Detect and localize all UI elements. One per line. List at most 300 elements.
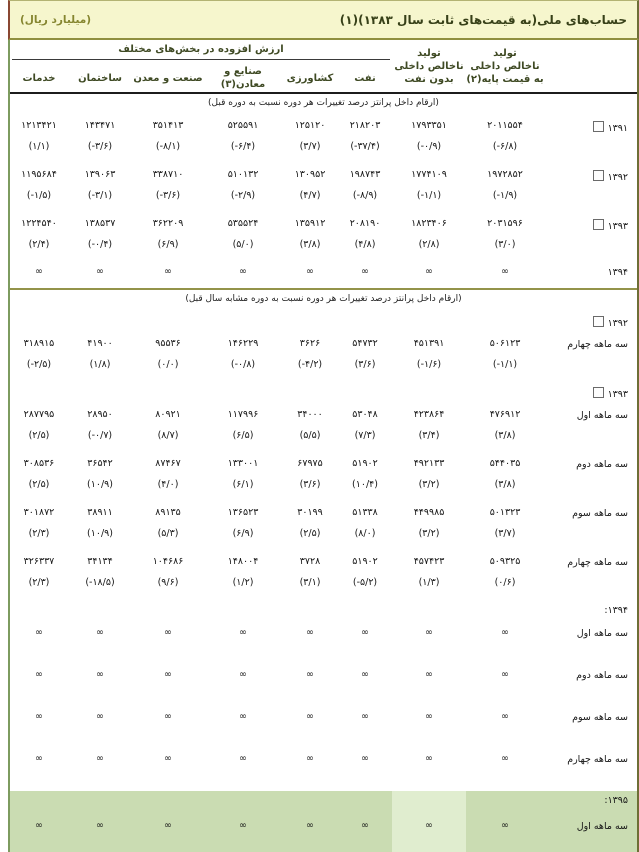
value: ∞ [306, 820, 314, 831]
cell-agriculture [282, 165, 338, 214]
row-label: سه ماهه سوم [572, 712, 628, 723]
value: ۳۰۱۹۹ [297, 507, 323, 518]
year-section-row [10, 383, 637, 405]
series-checkbox[interactable] [593, 170, 604, 181]
cell-oil [338, 749, 392, 791]
cell-industries_mines [204, 405, 282, 454]
value: ۳۳۸۷۱۰ [152, 169, 184, 180]
cell-industries_mines [204, 665, 282, 707]
value: ∞ [501, 711, 509, 722]
cell-oil [338, 312, 392, 334]
cell-construction [68, 791, 132, 814]
cell-oil [338, 116, 392, 165]
value: ۵۲۵۵۹۱ [227, 120, 259, 131]
cell-agriculture [282, 116, 338, 165]
cell-agriculture [282, 665, 338, 707]
cell-industries_mines [204, 552, 282, 601]
percent-change: (-۶/۴) [230, 141, 256, 152]
percent-change: (۲/۵) [299, 528, 321, 539]
cell-oil [338, 814, 392, 852]
cell-industry_mine [132, 503, 204, 552]
percent-change: (-۰/۹) [416, 141, 442, 152]
percent-change: (-۱/۱) [416, 190, 442, 201]
cell-agriculture [282, 405, 338, 454]
value: ∞ [239, 627, 247, 638]
value: ۴۲۳۸۶۴ [413, 409, 445, 420]
value: ∞ [361, 820, 369, 831]
column-header-agriculture: کشاورزی [286, 72, 334, 84]
cell-industry_mine [132, 623, 204, 665]
cell-industry_mine [132, 749, 204, 791]
percent-change: (-۲/۹) [230, 190, 256, 201]
percent-change: (۶/۱) [232, 479, 254, 490]
table-row [10, 263, 637, 289]
table-row [10, 552, 637, 601]
percent-change: (۶/۹) [157, 239, 179, 250]
value: ∞ [306, 753, 314, 764]
column-header-industry_mine: صنعت و معدن [133, 72, 203, 84]
percent-change: (۶/۹) [232, 528, 254, 539]
cell-services [10, 454, 68, 503]
cell-agriculture [282, 814, 338, 852]
cell-industry_mine [132, 791, 204, 814]
cell-oil [338, 791, 392, 814]
percent-change: (۳/۷) [494, 528, 516, 539]
cell-construction [68, 116, 132, 165]
value: ∞ [96, 627, 104, 638]
cell-industries_mines [204, 791, 282, 814]
cell-industry_mine [132, 165, 204, 214]
value: ∞ [35, 266, 43, 277]
percent-change: (-۱/۱) [492, 359, 518, 370]
cell-gdp_base [466, 312, 544, 334]
value: ۲۰۸۱۹۰ [349, 218, 381, 229]
value: ∞ [35, 627, 43, 638]
value: ۱۷۷۴۱۰۹ [411, 169, 447, 180]
cell-services [10, 601, 68, 623]
value: ۱۷۹۳۳۵۱ [411, 120, 447, 131]
table-row [10, 214, 637, 263]
value: ۱۲۲۴۵۴۰ [21, 218, 57, 229]
cell-construction [68, 503, 132, 552]
value: ∞ [96, 266, 104, 277]
value: ∞ [164, 669, 172, 680]
value: ∞ [306, 266, 314, 277]
value: ∞ [96, 669, 104, 680]
value: ۵۴۴۰۳۵ [489, 458, 521, 469]
cell-gdp_no_oil [392, 749, 466, 791]
percent-change: (۵/۰) [232, 239, 254, 250]
series-checkbox[interactable] [593, 121, 604, 132]
percent-change: (-۳/۶) [87, 141, 113, 152]
series-checkbox[interactable] [593, 219, 604, 230]
value: ∞ [425, 669, 433, 680]
cell-industry_mine [132, 405, 204, 454]
cell-oil [338, 334, 392, 383]
year-section-row [10, 601, 637, 623]
value: ∞ [361, 627, 369, 638]
cell-services [10, 503, 68, 552]
percent-change: (۴/۷) [299, 190, 321, 201]
value: ∞ [239, 711, 247, 722]
percent-change: (-۰/۸) [230, 359, 256, 370]
row-label: ۱۳۹۴ [544, 263, 637, 289]
value: ۱۴۸۰۰۴ [227, 556, 259, 567]
value: ۴۵۷۴۲۳ [413, 556, 445, 567]
cell-gdp_base [466, 665, 544, 707]
percent-change: (۱۰/۹) [87, 479, 113, 490]
cell-gdp_base [466, 552, 544, 601]
table-row [10, 665, 637, 707]
cell-industries_mines [204, 707, 282, 749]
cell-agriculture [282, 552, 338, 601]
cell-oil [338, 263, 392, 289]
cell-construction [68, 165, 132, 214]
cell-industries_mines [204, 601, 282, 623]
column-header-services: خدمات [22, 72, 56, 84]
cell-agriculture [282, 334, 338, 383]
value: ۵۱۹۰۲ [352, 556, 378, 567]
series-checkbox[interactable] [593, 387, 604, 398]
value: ۱۳۰۹۵۲ [294, 169, 326, 180]
value: ∞ [96, 711, 104, 722]
cell-services [10, 623, 68, 665]
cell-construction [68, 263, 132, 289]
cell-industry_mine [132, 552, 204, 601]
table-row [10, 814, 637, 852]
percent-change: (-۰/۴) [87, 239, 113, 250]
cell-oil [338, 707, 392, 749]
cell-agriculture [282, 601, 338, 623]
cell-gdp_no_oil [392, 263, 466, 289]
cell-gdp_no_oil [392, 405, 466, 454]
cell-agriculture [282, 791, 338, 814]
value: ۱۱۷۹۹۶ [227, 409, 259, 420]
value: ∞ [425, 820, 433, 831]
group-header-value-added: ارزش افزوده در بخش‌های مختلف [10, 40, 392, 64]
cell-industries_mines [204, 116, 282, 165]
value: ۶۷۹۷۵ [297, 458, 323, 469]
value: ۵۳۰۴۸ [352, 409, 378, 420]
cell-industry_mine [132, 665, 204, 707]
value: ۱۳۸۵۳۷ [84, 218, 116, 229]
value: ۵۰۶۱۲۳ [489, 338, 521, 349]
percent-change: (۲/۸) [418, 239, 440, 250]
column-header-oil: نفت [354, 72, 376, 84]
cell-industries_mines [204, 214, 282, 263]
value: ۵۰۱۳۲۳ [489, 507, 521, 518]
cell-gdp_no_oil [392, 214, 466, 263]
cell-gdp_no_oil [392, 383, 466, 405]
value: ∞ [96, 820, 104, 831]
row-label: سه ماهه چهارم [567, 557, 628, 568]
percent-change: (۳/۰) [494, 239, 516, 250]
value: ∞ [239, 669, 247, 680]
value: ۱۸۲۳۴۰۶ [411, 218, 447, 229]
percent-change: (۲/۵) [28, 430, 50, 441]
cell-industry_mine [132, 263, 204, 289]
column-header-gdp_no_oil: تولید ناخالص داخلی بدون نفت [394, 47, 464, 85]
value: ۴۱۹۰۰ [87, 338, 113, 349]
percent-change: (-۰/۷) [87, 430, 113, 441]
percent-change: (۱/۳) [418, 577, 440, 588]
unit-label: (میلیارد ریال) [20, 13, 92, 26]
cell-gdp_base [466, 263, 544, 289]
value: ∞ [164, 711, 172, 722]
percent-change: (۱۰/۴) [352, 479, 378, 490]
cell-oil [338, 623, 392, 665]
cell-industries_mines [204, 383, 282, 405]
row-label: سه ماهه چهارم [567, 754, 628, 765]
year-section-row [10, 312, 637, 334]
cell-gdp_no_oil [392, 116, 466, 165]
value: ۱۳۳۰۰۱ [227, 458, 259, 469]
value: ۳۱۸۹۱۵ [23, 338, 55, 349]
cell-gdp_no_oil [392, 623, 466, 665]
percent-change: (-۳/۶) [155, 190, 181, 201]
percent-change: (۳/۲) [418, 528, 440, 539]
cell-industries_mines [204, 334, 282, 383]
cell-construction [68, 312, 132, 334]
percent-change: (۳/۲) [418, 479, 440, 490]
percent-change: (۳/۴) [418, 430, 440, 441]
value: ۵۳۵۵۲۴ [227, 218, 259, 229]
row-label: سه ماهه اول [576, 821, 628, 832]
value: ∞ [164, 820, 172, 831]
cell-construction [68, 814, 132, 852]
cell-industry_mine [132, 601, 204, 623]
value: ۳۴۰۰۰ [297, 409, 323, 420]
cell-construction [68, 552, 132, 601]
value: ۱۳۵۹۱۲ [294, 218, 326, 229]
year-section-label: ۱۳۹۵: [604, 795, 628, 806]
cell-industry_mine [132, 116, 204, 165]
cell-services [10, 312, 68, 334]
value: ۴۷۶۹۱۲ [489, 409, 521, 420]
value: ∞ [35, 711, 43, 722]
cell-construction [68, 405, 132, 454]
cell-gdp_base [466, 601, 544, 623]
value: ∞ [306, 669, 314, 680]
value: ۴۴۹۹۸۵ [413, 507, 445, 518]
cell-gdp_base [466, 749, 544, 791]
percent-change: (۴/۰) [157, 479, 179, 490]
value: ۸۷۴۶۷ [155, 458, 181, 469]
value: ∞ [425, 711, 433, 722]
percent-change: (-۳/۱) [87, 190, 113, 201]
cell-gdp_base [466, 503, 544, 552]
percent-change: (-۴/۲) [297, 359, 323, 370]
cell-industry_mine [132, 383, 204, 405]
series-checkbox[interactable] [593, 316, 604, 327]
cell-oil [338, 454, 392, 503]
value: ۳۴۱۳۴ [87, 556, 113, 567]
national-accounts-table [10, 40, 637, 852]
value: ∞ [501, 627, 509, 638]
value: ∞ [306, 711, 314, 722]
percent-change: (۳/۷) [299, 141, 321, 152]
value: ۱۱۹۵۶۸۴ [21, 169, 57, 180]
percent-change: (-۵/۲) [352, 577, 378, 588]
cell-services [10, 791, 68, 814]
column-header-construction: ساختمان [78, 72, 122, 84]
percent-change: (۰/۶) [494, 577, 516, 588]
cell-gdp_base [466, 623, 544, 665]
cell-construction [68, 665, 132, 707]
cell-industries_mines [204, 623, 282, 665]
cell-gdp_no_oil [392, 814, 466, 852]
cell-industry_mine [132, 814, 204, 852]
cell-construction [68, 707, 132, 749]
cell-agriculture [282, 454, 338, 503]
value: ∞ [501, 266, 509, 277]
percent-change: (-۸/۹) [352, 190, 378, 201]
cell-gdp_base [466, 383, 544, 405]
value: ۵۰۹۳۲۵ [489, 556, 521, 567]
value: ۳۲۶۳۳۷ [23, 556, 55, 567]
cell-construction [68, 601, 132, 623]
cell-construction [68, 383, 132, 405]
percent-change: (۲/۳) [28, 528, 50, 539]
cell-gdp_base [466, 334, 544, 383]
value: ۳۸۹۱۱ [87, 507, 113, 518]
value: ۱۲۵۱۲۰ [294, 120, 326, 131]
value: ۱۰۴۶۸۶ [152, 556, 184, 567]
percent-change: (-۳۷/۴) [350, 141, 380, 152]
cell-oil [338, 601, 392, 623]
percent-change: (۳/۸) [494, 430, 516, 441]
cell-services [10, 263, 68, 289]
percent-change: (۱۰/۹) [87, 528, 113, 539]
percent-change: (۰/۰) [157, 359, 179, 370]
value: ۲۸۷۷۹۵ [23, 409, 55, 420]
cell-gdp_no_oil [392, 707, 466, 749]
cell-services [10, 334, 68, 383]
percent-change: (۵/۳) [157, 528, 179, 539]
cell-agriculture [282, 503, 338, 552]
percent-change: (۲/۴) [28, 239, 50, 250]
cell-construction [68, 749, 132, 791]
note-row [10, 289, 637, 312]
value: ∞ [425, 627, 433, 638]
cell-industry_mine [132, 214, 204, 263]
cell-agriculture [282, 707, 338, 749]
value: ۱۹۷۲۸۵۲ [487, 169, 523, 180]
row-label: سه ماهه اول [576, 410, 628, 421]
value: ∞ [164, 627, 172, 638]
cell-services [10, 707, 68, 749]
cell-gdp_base [466, 791, 544, 814]
value: ∞ [501, 669, 509, 680]
cell-services [10, 814, 68, 852]
cell-services [10, 116, 68, 165]
value: ∞ [35, 753, 43, 764]
table-row [10, 503, 637, 552]
value: ۳۶۲۶ [299, 338, 321, 349]
cell-construction [68, 454, 132, 503]
value: ∞ [35, 669, 43, 680]
report-page [8, 0, 639, 832]
cell-services [10, 405, 68, 454]
cell-gdp_base [466, 405, 544, 454]
percent-change: (۴/۸) [354, 239, 376, 250]
value: ۸۹۱۳۵ [155, 507, 181, 518]
value: ۸۰۹۲۱ [155, 409, 181, 420]
cell-construction [68, 214, 132, 263]
value: ∞ [361, 753, 369, 764]
percent-change: (۸/۷) [157, 430, 179, 441]
value: ∞ [425, 753, 433, 764]
value: ∞ [361, 669, 369, 680]
value: ۱۳۹۰۶۳ [84, 169, 116, 180]
value: ۳۶۵۴۲ [87, 458, 113, 469]
page-title: حساب‌های ملی(به قیمت‌های ثابت سال ۱۳۸۳)(۱) [339, 12, 627, 27]
cell-gdp_base [466, 116, 544, 165]
percent-change: (۱/۱) [28, 141, 50, 152]
header-row [10, 40, 637, 64]
column-header-label [544, 40, 637, 93]
row-label: ۱۳۹۳ [544, 214, 637, 263]
value: ۲۰۳۱۵۹۶ [487, 218, 523, 229]
percent-change: (-۸/۱) [155, 141, 181, 152]
cell-services [10, 165, 68, 214]
value: ∞ [361, 711, 369, 722]
value: ۱۴۶۲۲۹ [227, 338, 259, 349]
value: ۴۹۲۱۳۳ [413, 458, 445, 469]
value: ∞ [35, 820, 43, 831]
percent-change: (۳/۶) [354, 359, 376, 370]
column-header-industries_mines: صنایع و معادن(۳) [220, 66, 266, 90]
cell-gdp_base [466, 214, 544, 263]
percent-change: (۹/۶) [157, 577, 179, 588]
value: ۳۰۸۵۳۶ [23, 458, 55, 469]
cell-gdp_base [466, 454, 544, 503]
table-area [8, 40, 639, 852]
value: ۱۴۳۴۷۱ [84, 120, 116, 131]
value: ∞ [239, 820, 247, 831]
cell-construction [68, 334, 132, 383]
value: ۵۱۹۰۲ [352, 458, 378, 469]
cell-industries_mines [204, 312, 282, 334]
year-section-label: ۱۳۹۲ [544, 312, 637, 334]
note-text: (ارقام داخل پرانتز درصد تغییرات هر دوره نسبت به دوره مشابه سال قبل) [185, 294, 462, 304]
percent-change: (-۱/۹) [492, 190, 518, 201]
percent-change: (۳/۱) [299, 577, 321, 588]
table-row [10, 749, 637, 791]
percent-change: (۲/۵) [28, 479, 50, 490]
cell-agriculture [282, 263, 338, 289]
percent-change: (-۱/۵) [26, 190, 52, 201]
value: ∞ [501, 820, 509, 831]
cell-gdp_no_oil [392, 503, 466, 552]
cell-gdp_no_oil [392, 454, 466, 503]
cell-gdp_base [466, 165, 544, 214]
value: ∞ [164, 753, 172, 764]
cell-gdp_no_oil [392, 312, 466, 334]
cell-industry_mine [132, 707, 204, 749]
cell-services [10, 749, 68, 791]
row-label: سه ماهه دوم [576, 459, 628, 470]
value: ۴۵۱۳۹۱ [413, 338, 445, 349]
value: ۲۰۱۱۵۵۴ [487, 120, 523, 131]
cell-agriculture [282, 312, 338, 334]
cell-gdp_no_oil [392, 552, 466, 601]
note-text: (ارقام داخل پرانتز درصد تغییرات هر دوره نسبت به دوره قبل) [208, 98, 439, 108]
year-section-label: ۱۳۹۴: [604, 605, 628, 616]
cell-gdp_base [466, 814, 544, 852]
value: ۳۰۱۸۷۲ [23, 507, 55, 518]
percent-change: (۳/۸) [299, 239, 321, 250]
